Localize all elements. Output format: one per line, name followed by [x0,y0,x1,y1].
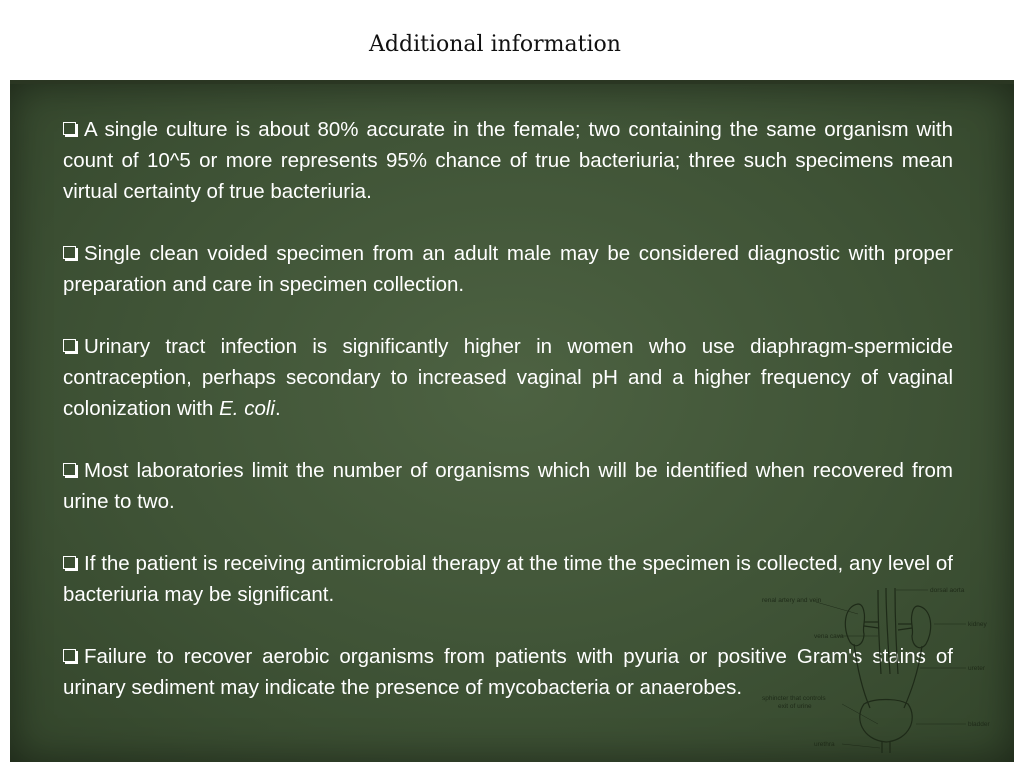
checkbox-bullet-icon [63,246,76,259]
right-ureter [904,646,922,708]
label-sphincter-line1: sphincter that controls [762,695,826,702]
checkbox-bullet-icon [63,122,76,135]
bullet-text: If the patient is receiving antimicrobial therapy at the time the specimen is collected, any level of bacteriuria may be significant. [63,552,953,606]
label-renal-artery-vein: renal artery and vein [762,597,822,604]
bullet-text: Urinary tract infection is significantly higher in women who use diaphragm-spermicide contraception, perhaps secondary to increased vaginal pH and a higher frequency of vaginal colonization with [63,335,953,420]
label-kidney: kidney [968,621,987,628]
chalkboard-panel [10,80,1014,762]
bullet-suffix: . [274,397,281,420]
left-ureter [854,644,870,708]
checkbox-bullet-icon [63,463,76,476]
urinary-system-diagram [758,584,1008,754]
bullet-item [63,238,953,300]
checkbox-bullet-icon [63,649,76,662]
urinary-system-drawing [845,588,930,753]
bullet-item [63,331,953,424]
bullet-item [63,114,953,207]
label-ureter: ureter [968,665,985,672]
bullet-text: A single culture is about 80% accurate in the female; two containing the same organism with count of 10^5 or more represents 95% chance of true bacteriuria; three such specimens mean virtual certainty of true bacteriuria. [63,118,953,203]
label-urethra: urethra [814,741,835,748]
left-kidney-shape [845,604,864,646]
checkbox-bullet-icon [63,556,76,569]
label-sphincter-line2: exit of urine [778,703,812,710]
right-kidney-shape [911,606,930,648]
slide-title: Additional information [369,32,621,57]
bullet-text: Single clean voided specimen from an adult male may be considered diagnostic with proper preparation and care in specimen collection. [63,242,953,296]
bullet-item [63,455,953,517]
vena-cava-vessel [878,590,881,674]
bullet-text: Failure to recover aerobic organisms from patients with pyuria or positive Gram's stains of urinary sediment may indicate the presence of mycobacteria or anaerobes. [63,645,953,699]
aorta-vessel [886,588,890,674]
label-bladder: bladder [968,721,990,728]
label-vena-cava: vena cava [814,633,844,640]
checkbox-bullet-icon [63,339,76,352]
bullet-italic-organism: E. coli [219,397,275,420]
bullet-text: Most laboratories limit the number of organisms which will be identified when recovered from urine to two. [63,459,953,513]
label-dorsal-aorta: dorsal aorta [930,587,965,594]
diagram-leader-lines [816,590,966,748]
